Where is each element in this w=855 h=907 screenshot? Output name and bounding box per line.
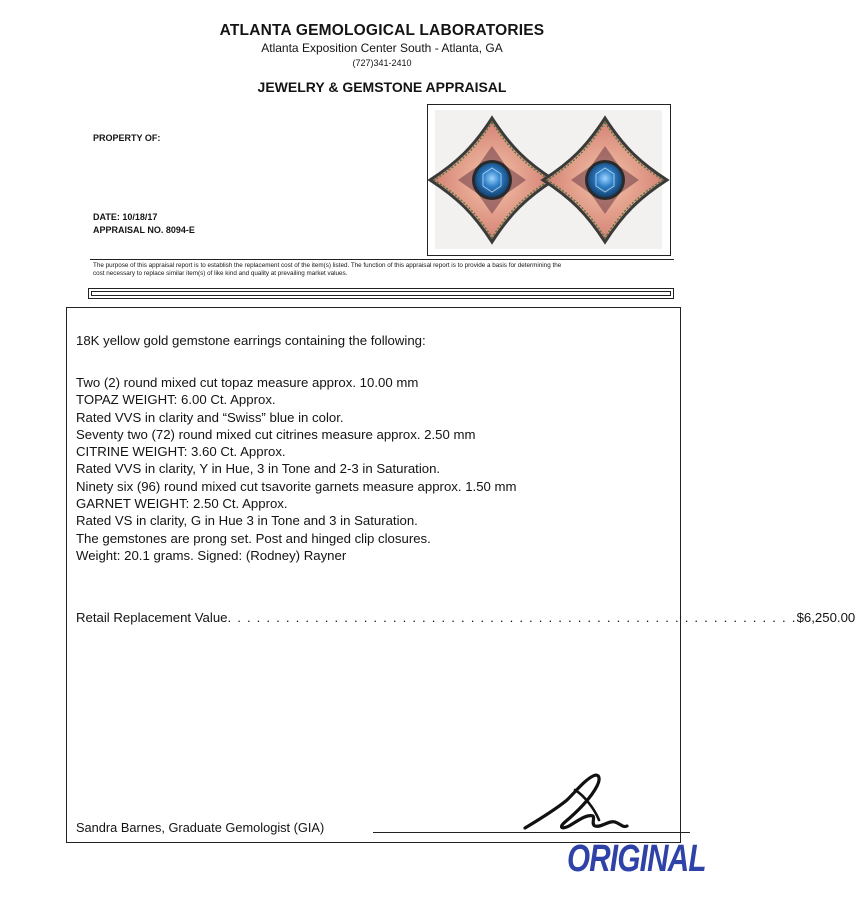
lab-name: ATLANTA GEMOLOGICAL LABORATORIES <box>219 22 545 39</box>
handwritten-signature <box>515 770 635 840</box>
dot-leader: . . . . . . . . . . . . . . . . . . . . . . . . . . . . . . . . . . . . . . . . . . . . . . . . . . . . . . . . . . . <box>227 610 797 625</box>
appraisal-number-value: 8094-E <box>165 225 195 235</box>
property-of-label: PROPERTY OF: <box>93 133 161 143</box>
date-value: 10/18/17 <box>122 212 158 222</box>
disclaimer-text <box>93 262 673 278</box>
description-line: GARNET WEIGHT: 2.50 Ct. Approx. <box>76 496 288 512</box>
description-line: Two (2) round mixed cut topaz measure approx. 10.00 mm <box>76 375 419 390</box>
date-row <box>93 212 157 222</box>
divider-bar-inner <box>91 291 671 296</box>
lab-phone: (727)341-2410 <box>352 58 412 68</box>
appraisal-number-row <box>93 225 195 235</box>
description-line: Rated VS in clarity, G in Hue 3 in Tone and 3 in Saturation. <box>76 513 418 529</box>
appraisal-number-label: APPRAISAL NO. <box>93 225 164 235</box>
description-line: The gemstones are prong set. Post and hinged clip closures. <box>76 530 431 546</box>
description-line: Rated VVS in clarity, Y in Hue, 3 in Tone and 2-3 in Saturation. <box>76 461 441 477</box>
description-line: CITRINE WEIGHT: 3.60 Ct. Approx. <box>76 444 286 460</box>
description-lines <box>76 374 517 564</box>
retail-value-label: Retail Replacement Value <box>76 610 228 625</box>
signer-name: Sandra Barnes, Graduate Gemologist (GIA) <box>76 820 325 835</box>
disclaimer-line-1: The purpose of this appraisal report is to establish the replacement cost of the item(s) listed. The function of this appraisal report is to provide a basis for determining the <box>93 262 562 269</box>
right-earring <box>543 118 667 242</box>
description-intro: 18K yellow gold gemstone earrings containing the following: <box>76 333 426 348</box>
lab-address: Atlanta Exposition Center South - Atlanta, GA <box>261 41 503 55</box>
retail-value-row <box>76 610 855 625</box>
disclaimer-top-rule <box>90 259 674 260</box>
item-photo-frame <box>427 104 671 256</box>
description-line: TOPAZ WEIGHT: 6.00 Ct. Approx. <box>76 392 276 408</box>
retail-value-amount: $6,250.00 <box>796 610 855 625</box>
earrings-image <box>435 110 662 249</box>
original-stamp: ORIGINAL <box>567 838 706 880</box>
description-line: Seventy two (72) round mixed cut citrines measure approx. 2.50 mm <box>76 426 476 442</box>
date-label: DATE: <box>93 212 120 222</box>
left-earring <box>430 118 554 242</box>
divider-bar <box>88 288 674 299</box>
document-title: JEWELRY & GEMSTONE APPRAISAL <box>257 79 507 95</box>
disclaimer-line-2: cost necessary to replace similar item(s) of like kind and quality at prevailing market values. <box>93 270 348 277</box>
description-line: Weight: 20.1 grams. Signed: (Rodney) Rayner <box>76 547 347 563</box>
description-line: Ninety six (96) round mixed cut tsavorite garnets measure approx. 1.50 mm <box>76 478 517 494</box>
item-photo <box>435 110 662 249</box>
description-line: Rated VVS in clarity and “Swiss” blue in color. <box>76 409 344 425</box>
